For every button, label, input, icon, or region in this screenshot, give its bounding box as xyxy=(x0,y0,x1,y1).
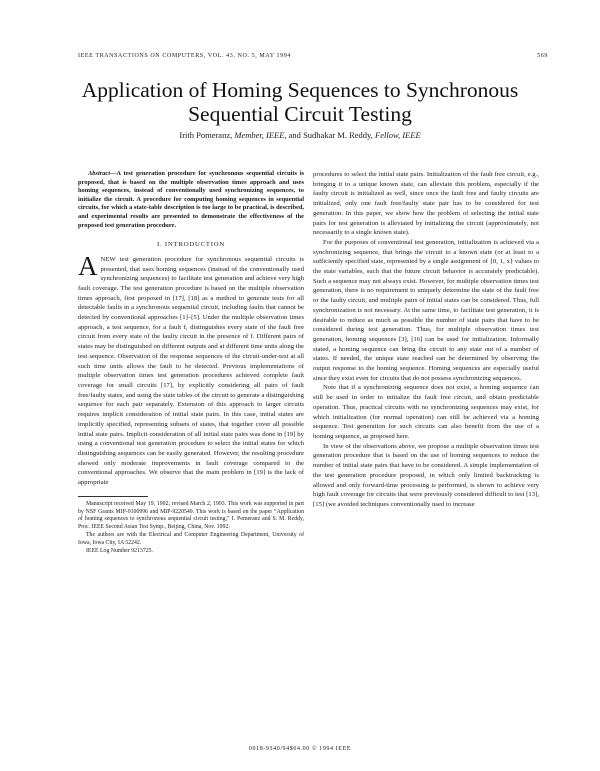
intro-paragraph xyxy=(78,250,304,488)
abstract-text: A test generation procedure for synchronous sequential circuits is proposed, that is based on the multiple observation times approach and uses homing sequences, instead of conventionally used synchronizing sequences, to initialize the circuit. A procedure for computing homing sequences in sequential circuits, for which a state-table description is too large to be practical, is described, and experimental results are presented to demonstrate the effectiveness of the proposed test generation procedure. xyxy=(78,170,304,229)
author-1-role: Member, IEEE, xyxy=(234,130,287,140)
body-paragraph: Note that if a synchronizing sequence does not exist, a homing sequence can still be used in order to initialize the fault free circuit, and obtain predictable operation. Thus, practical circuits with no synchronizing sequences may exist, for which initialization (for normal operation) can still be achieved via a homing sequence. Test generation for such circuits can also benefit from the use of a homing sequence, as proposed here. xyxy=(313,384,539,440)
author-conjunction: and xyxy=(288,130,301,140)
abstract xyxy=(78,170,304,230)
footnote-manuscript: Manuscript received May 19, 1992; revised March 2, 1993. This work was supported in part by NSF Grants MIP-9100996 and MIP-9220549. This work is based on the paper “Application of homing sequences to synchronous sequential circuit testing,” I. Pomeranz and S. M. Reddy, Proc. IEEE Second Asian Test Symp., Beijing, China, Nov. 1992. xyxy=(78,500,304,531)
body-paragraph: For the purposes of conventional test generation, initialization is achieved via a synchronizing sequence, that brings the circuit to a known state (or at least to a sufficiently specified state, represented by a single assignment of {0, 1, x} values to the state variables, such that the future circuit behavior is accurately predictable). Such a sequence may not always exist. However, for multiple observation times test generation, there is no requirement to uniquely determine the state of the fault free or the faulty circuit, and multiple pairs of initial states can be considered. Thus, full synchronization is not necessary. At the same time, to facilitate test generation, it is desirable to reduce as much as possible the number of state pairs that have to be considered during test generation. Thus, for multiple observation times test generation, homing sequences [3], [16] can be used for initialization. Informally stated, a homing sequence can bring the circuit to any state out of a number of states. If needed, the unique state reached can be determined by observing the output response to the homing sequence. Homing sequences are especially useful since they exist even for circuits that do not possess synchronizing sequences. xyxy=(313,238,539,382)
page-number: 569 xyxy=(537,53,548,59)
drop-cap: A xyxy=(78,250,98,281)
abstract-lead: Abstract— xyxy=(88,170,117,177)
copyright-code: 0018-9340/94$04.00 © 1994 IEEE xyxy=(248,746,352,752)
footnote-log-number: IEEE Log Number 9213725. xyxy=(86,547,153,554)
author-2-role: Fellow, IEEE xyxy=(375,130,421,140)
right-column xyxy=(313,170,539,510)
author-1: Irith Pomeranz, xyxy=(179,130,233,140)
running-header xyxy=(78,53,548,65)
journal-header: IEEE TRANSACTIONS ON COMPUTERS, VOL. 43, NO. 5, MAY 1994 xyxy=(78,53,291,59)
author-line xyxy=(60,130,540,141)
section-heading-introduction: I. INTRODUCTION xyxy=(156,241,226,249)
body-paragraph: procedures to select the initial state pairs. Initialization of the fault free circuit, e.g., bringing it to a unique known state, can alleviate this problem, especially if the faulty circuit is initialized as well, since once the fault free and faulty circuits are initialized, only one fault free/faulty state pair has to be considered for test generation. In this paper, we show how the problem of selecting the initial state pairs for test generation is alleviated by initializing the circuit (approximately, not necessarily to a single known state). xyxy=(313,171,539,237)
left-column xyxy=(78,170,304,555)
footnote-affiliation: The authors are with the Electrical and Computer Engineering Department, University of Iowa, Iowa City, IA 52242. xyxy=(78,531,304,546)
author-2: Sudhakar M. Reddy, xyxy=(303,130,373,140)
intro-text: NEW test generation procedure for synchronous sequential circuits is presented, that uses homing sequences (instead of the conventionally used synchronizing sequences) to facilitate test generation and achieve very high fault coverage. The test generation procedure is based on the multiple observation times approach, first proposed in [17], [18] as a method to generate tests for all detectable faults in a synchronous sequential circuit, including faults that cannot be detected by conventional approaches [1]–[5]. Under the multiple observation times approach, a test sequence, for a fault f, distinguishes every state of the fault free circuit from every state of the faulty circuit in the presence of f. Different pairs of states may be distinguished on different outputs and at different time units along the test sequence. Observation of the response sequences of the circuit-under-test at all such time units allows the fault to be detected. Previous implementations of multiple observation times test generation procedures achieved complete fault coverage for small circuits [17], by explicitly considering all pairs of fault free/faulty states, and using the state tables of the circuit to generate a distinguishing sequence for each pair separately. Extension of this approach to larger circuits requires implicit consideration of initial state pairs. In this case, initial states are implicitly specified, representing subsets of states, that together cover all possible initial state pairs. Implicit consideration of all initial state pairs was done in [19] by using a conventional test generation procedure to select the initial states for which distinguishing sequences can be easily generated. However, the resulting procedure showed only moderate improvements in fault coverage compared to the conventional approaches. We observe that the main problem in [19] is the lack of appropriate xyxy=(78,255,304,487)
paper-title: Application of Homing Sequences to Synchronous Sequential Circuit Testing xyxy=(81,78,519,126)
body-paragraph: In view of the observations above, we propose a multiple observation times test generation procedure that is based on the use of homing sequences to reduce the number of initial state pairs that have to be considered. A simple implementation of the test generation procedure proposed, in which only limited backtracking is allowed and only forward-time processing is performed, is shown to achieve very high fault coverage for circuits that were previously considered difficult to test [13], [15] (we avoided techniques conventionally used to increase xyxy=(313,442,539,508)
footnote-divider xyxy=(78,496,148,497)
